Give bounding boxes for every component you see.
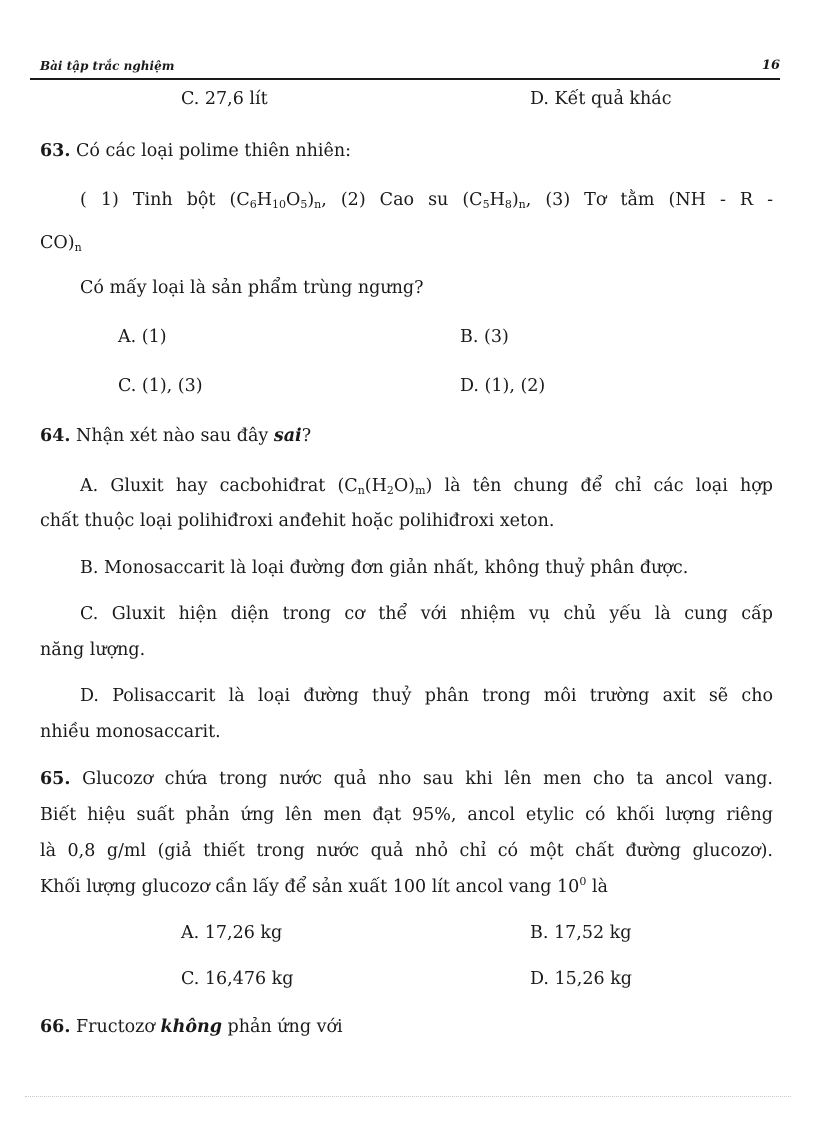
option-c: C. Gluxit hiện diện trong cơ thể với nhiệm vụ chủ yếu là cung cấp (80, 604, 773, 624)
option-b: B. (3) (460, 327, 509, 347)
option-d: D. 15,26 kg (530, 969, 633, 989)
footer-divider (25, 1096, 791, 1097)
question-number: 63. (40, 141, 71, 161)
option-a: A. 17,26 kg (181, 923, 283, 943)
option-c: C. (1), (3) (118, 376, 203, 396)
page-header (30, 58, 780, 80)
question-64: 64. Nhận xét nào sau đây sai? (40, 426, 312, 446)
question-number: 64. (40, 426, 71, 446)
option-a: A. Gluxit hay cacbohiđrat $(C_n(H_2O)_m)$ là tên chung để chỉ các loại hợp (80, 476, 773, 497)
header-title: Bài tập trắc nghiệm (40, 59, 175, 73)
option-c: C. 16,476 kg (181, 969, 294, 989)
question-66: 66. Fructozơ không phản ứng với (40, 1017, 343, 1037)
option-b: B. 17,52 kg (530, 923, 632, 943)
option-d: D. (1), (2) (460, 376, 546, 396)
option-a: A. (1) (118, 327, 167, 347)
question-65-line4: Khối lượng glucozơ cần lấy để sản xuất 100 lít ancol vang $10^0$ là (40, 875, 608, 897)
emphasis-khong: không (160, 1017, 222, 1037)
question-63 (40, 140, 351, 162)
polymer-list-cont: $CO)_n$ (40, 233, 82, 254)
question-65-line2: Biết hiệu suất phản ứng lên men đạt 95%, ancol etylic có khối lượng riêng (40, 805, 773, 825)
question-65: 65. Glucozơ chứa trong nước quả nho sau khi lên men cho ta ancol vang. (40, 769, 773, 789)
option-a-cont: chất thuộc loại polihiđroxi anđehit hoặc polihiđroxi xeton. (40, 511, 555, 531)
page-number: 16 (761, 58, 780, 73)
question-text: Có các loại polime thiên nhiên: (76, 141, 352, 161)
polymer-list: ( 1) Tinh bột $(C_6H_{10}O_5)_n$, (2) Cao su $(C_5H_8)_n$, (3) Tơ tằm (NH - R - (80, 190, 774, 211)
question-number: 66. (40, 1017, 71, 1037)
option-b: B. Monosaccarit là loại đường đơn giản nhất, không thuỷ phân được. (80, 558, 689, 578)
question-65-line3: là 0,8 g/ml (giả thiết trong nước quả nhỏ chỉ có một chất đường glucozơ). (40, 841, 773, 861)
question-63-prompt: Có mấy loại là sản phẩm trùng ngưng? (80, 278, 424, 298)
option-d-cont: nhiều monosaccarit. (40, 722, 221, 742)
prev-option-c: C. 27,6 lít (181, 89, 268, 109)
option-d: D. Polisaccarit là loại đường thuỷ phân trong môi trường axit sẽ cho (80, 686, 773, 706)
option-c-cont: năng lượng. (40, 640, 146, 660)
question-number: 65. (40, 769, 71, 789)
prev-option-d: D. Kết quả khác (530, 89, 672, 109)
emphasis-sai: sai (273, 426, 302, 446)
